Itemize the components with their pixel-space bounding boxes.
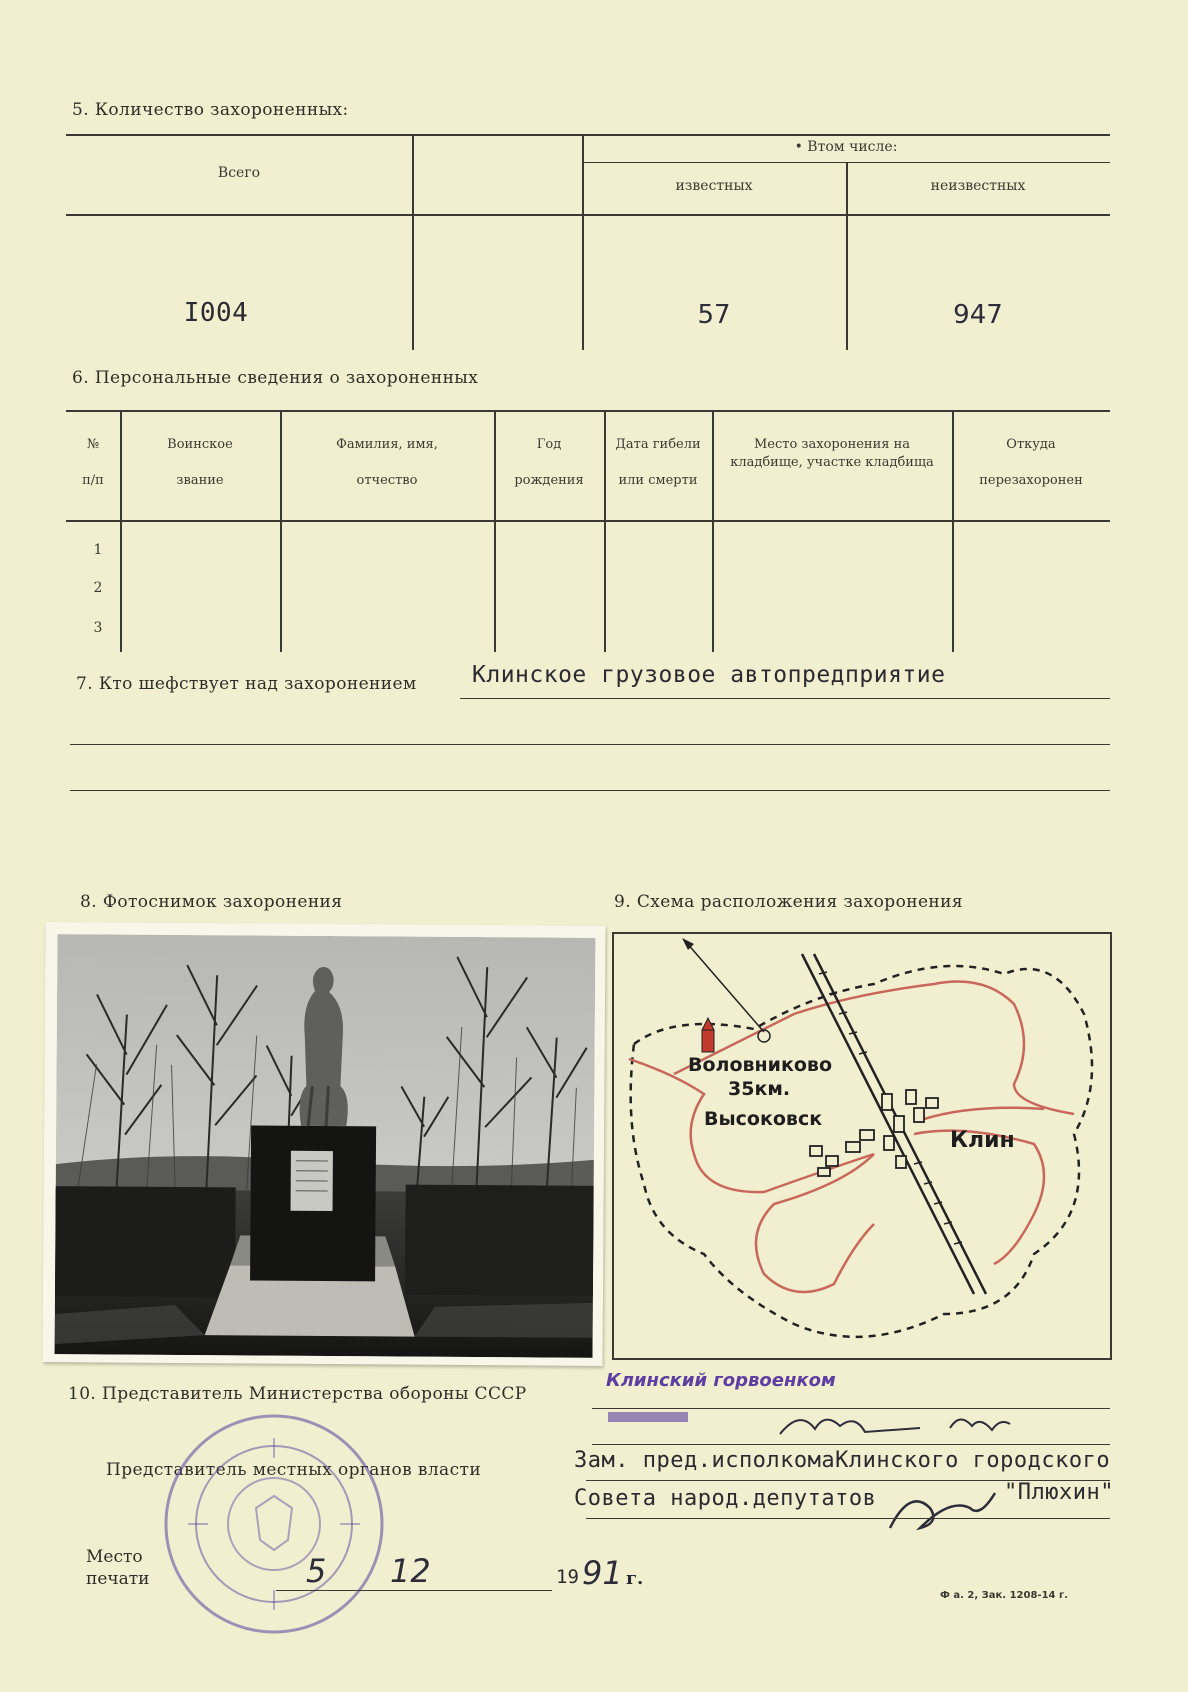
seal-place-label-line2: печати <box>86 1569 150 1589</box>
hdr-rank-1: Воинское <box>167 437 233 452</box>
military-signature <box>600 1404 1080 1444</box>
local-signer-name: "Плюхин" <box>1004 1480 1114 1505</box>
date-year-prefix: 19 <box>556 1566 579 1588</box>
memorial-photo <box>42 922 605 1366</box>
hdr-from-1: Откуда <box>1006 437 1056 452</box>
local-position-line2: Совета народ.депутатов <box>574 1486 877 1511</box>
date-month: 12 <box>390 1552 431 1590</box>
unknown-value: 947 <box>953 300 1003 330</box>
section6-title: 6. Персональные сведения о захороненных <box>72 368 479 388</box>
print-order-note: Ф а. 2, Зак. 1208-14 г. <box>940 1590 1068 1601</box>
location-map-drawing <box>614 934 1110 1358</box>
col-total-header: Всего <box>217 165 261 181</box>
section10-title: 10. Представитель Министерства обороны СССР <box>68 1384 527 1404</box>
local-representative-title: Представитель местных органов власти <box>106 1460 482 1480</box>
hdr-birth-1: Год <box>536 437 562 452</box>
hdr-name-1: Фамилия, имя, <box>336 437 438 452</box>
hdr-death-1: Дата гибели <box>615 437 701 452</box>
section8-title: 8. Фотоснимок захоронения <box>80 892 343 912</box>
section9-title: 9. Схема расположения захоронения <box>614 892 963 912</box>
patron-value: Клинское грузовое автопредприятие <box>472 662 946 688</box>
date-year-suffix-g: г. <box>626 1568 644 1589</box>
date-year-suffix: 91 <box>582 1554 623 1592</box>
hdr-birth-2: рождения <box>514 473 584 488</box>
map-label-klin: Клин <box>950 1128 1015 1153</box>
official-seal <box>158 1408 390 1640</box>
hdr-place: Место захоронения на кладбище, участке кладбища <box>730 437 934 470</box>
location-map <box>612 932 1112 1360</box>
date-day: 5 <box>306 1552 327 1590</box>
local-position-line1: Зам. пред.исполкомаКлинского городского <box>574 1448 1111 1473</box>
hdr-from-2: перезахоронен <box>979 473 1083 488</box>
hdr-num-1: № <box>86 437 100 452</box>
table-row: 2 <box>93 580 103 596</box>
section7-title: 7. Кто шефствует над захоронением <box>76 674 417 694</box>
map-label-vysokovsk: Высоковск <box>704 1108 823 1130</box>
section5-title: 5. Количество захороненных: <box>72 100 349 120</box>
col-including-header: • Втом числе: <box>794 139 898 155</box>
memorial-photo-image <box>55 934 596 1358</box>
local-signature <box>880 1478 1000 1538</box>
hdr-num-2: п/п <box>82 473 104 488</box>
hdr-name-2: отчество <box>356 473 418 488</box>
total-value: I004 <box>183 298 249 328</box>
hdr-death-2: или смерти <box>618 473 698 488</box>
map-label-distance: 35км. <box>728 1078 791 1100</box>
map-label-volovnikovo: Воловниково <box>688 1054 832 1076</box>
seal-place-label-line1: Место <box>86 1547 143 1567</box>
known-value: 57 <box>697 300 731 330</box>
col-unknown-header: неизвестных <box>930 178 1026 194</box>
table-row: 3 <box>93 620 103 636</box>
military-commissar-stamp: Клинский горвоенком <box>606 1370 836 1391</box>
table-row: 1 <box>93 542 103 558</box>
seal-place-label <box>86 1546 150 1590</box>
col-known-header: известных <box>675 178 753 194</box>
hdr-rank-2: звание <box>176 473 224 488</box>
